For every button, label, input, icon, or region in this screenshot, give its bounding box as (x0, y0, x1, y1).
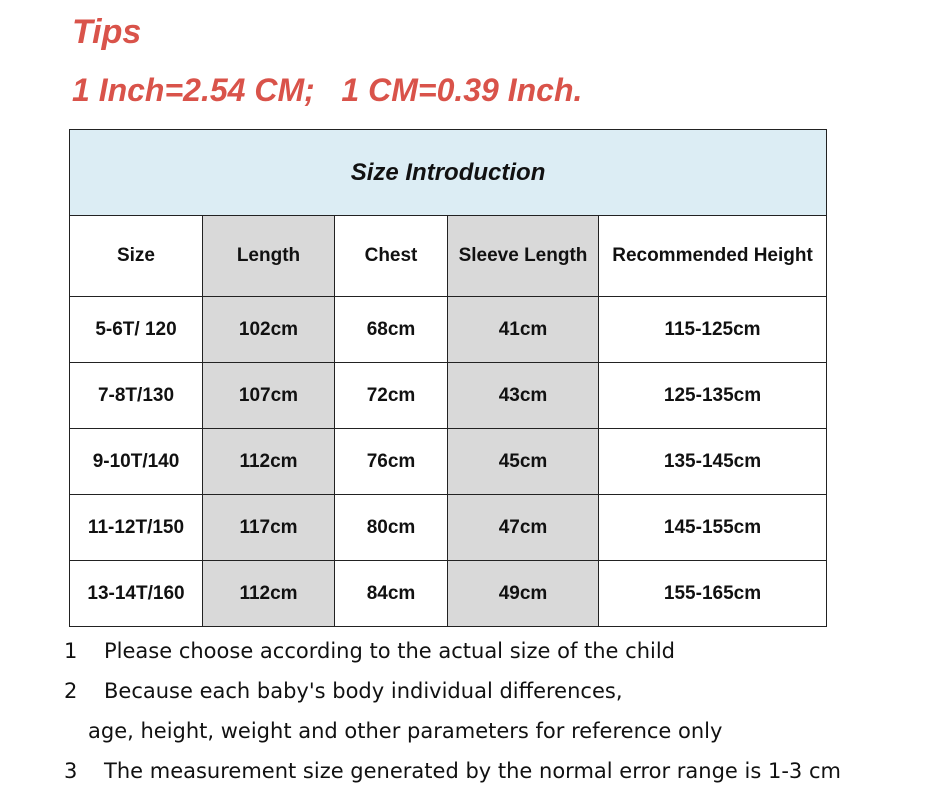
table-header-row (70, 216, 827, 297)
size-chart-table (69, 129, 827, 627)
cell-recommended-height: 125-135cm (599, 363, 827, 429)
header-chest: Chest (335, 216, 448, 297)
cell-length: 102cm (203, 297, 335, 363)
cell-length: 107cm (203, 363, 335, 429)
note-text: Because each baby's body individual differences, (104, 679, 623, 703)
cell-chest: 80cm (335, 495, 448, 561)
cell-chest: 72cm (335, 363, 448, 429)
tips-heading: Tips (72, 13, 142, 51)
table-row (70, 561, 827, 627)
header-sleeve-length: Sleeve Length (448, 216, 599, 297)
note-number: 1 (64, 639, 78, 663)
note-text: The measurement size generated by the normal error range is 1-3 cm (104, 759, 841, 783)
unit-conversion-text: 1 Inch=2.54 CM; 1 CM=0.39 Inch. (72, 72, 583, 108)
header-size: Size (70, 216, 203, 297)
cell-length: 112cm (203, 561, 335, 627)
cell-sleeve-length: 47cm (448, 495, 599, 561)
cell-size: 9-10T/140 (70, 429, 203, 495)
cell-size: 13-14T/160 (70, 561, 203, 627)
table-caption-row (70, 130, 827, 216)
cell-size: 5-6T/ 120 (70, 297, 203, 363)
cell-recommended-height: 145-155cm (599, 495, 827, 561)
cell-chest: 76cm (335, 429, 448, 495)
note-number: 2 (64, 679, 78, 703)
table-row (70, 429, 827, 495)
table-row (70, 297, 827, 363)
cell-chest: 84cm (335, 561, 448, 627)
cell-sleeve-length: 41cm (448, 297, 599, 363)
cell-sleeve-length: 49cm (448, 561, 599, 627)
cell-size: 7-8T/130 (70, 363, 203, 429)
note-text: Please choose according to the actual size of the child (104, 639, 675, 663)
header-length: Length (203, 216, 335, 297)
cell-sleeve-length: 43cm (448, 363, 599, 429)
cell-recommended-height: 115-125cm (599, 297, 827, 363)
table-row (70, 495, 827, 561)
cell-length: 117cm (203, 495, 335, 561)
table-caption: Size Introduction (70, 130, 827, 216)
note-text: age, height, weight and other parameters for reference only (88, 719, 723, 743)
cell-size: 11-12T/150 (70, 495, 203, 561)
cell-length: 112cm (203, 429, 335, 495)
table-row (70, 363, 827, 429)
cell-chest: 68cm (335, 297, 448, 363)
cell-recommended-height: 155-165cm (599, 561, 827, 627)
note-number: 3 (64, 759, 78, 783)
cell-recommended-height: 135-145cm (599, 429, 827, 495)
cell-sleeve-length: 45cm (448, 429, 599, 495)
header-recommended-height: Recommended Height (599, 216, 827, 297)
